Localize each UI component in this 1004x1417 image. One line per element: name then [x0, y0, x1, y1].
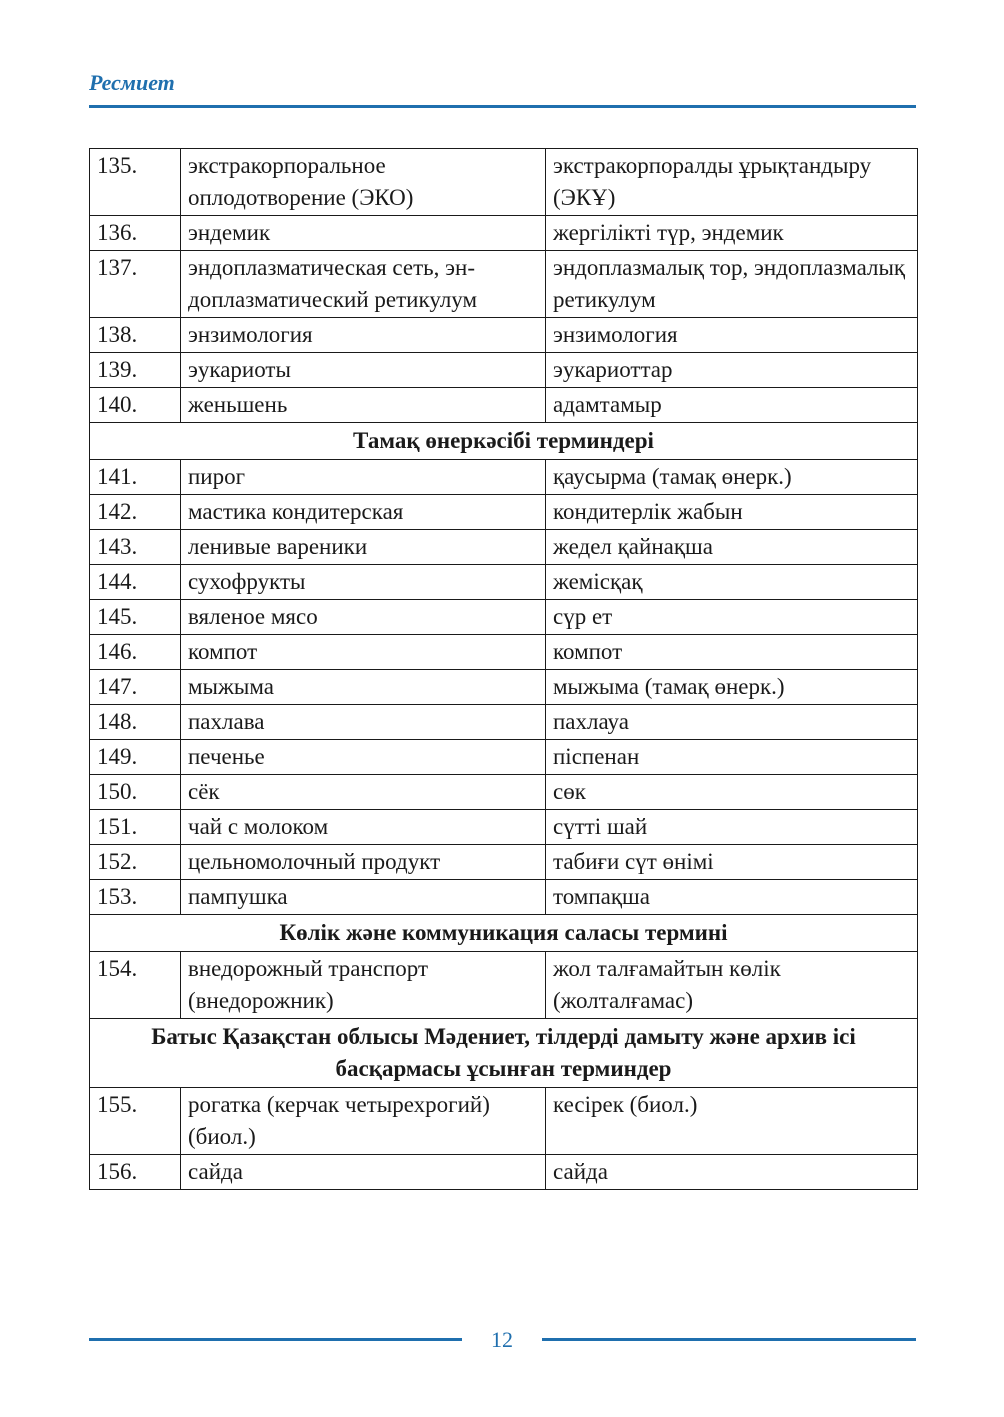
term-kazakh: жедел қайнақша — [546, 530, 918, 565]
term-number: 149. — [90, 740, 181, 775]
section-heading-row — [90, 423, 918, 460]
table-row — [90, 495, 918, 530]
term-russian: женьшень — [181, 388, 546, 423]
term-russian: мастика кондитерская — [181, 495, 546, 530]
table-row — [90, 353, 918, 388]
term-russian: сайда — [181, 1155, 546, 1190]
term-number: 141. — [90, 460, 181, 495]
header-rule — [89, 105, 916, 108]
term-russian: печенье — [181, 740, 546, 775]
term-russian: цельномолочный продукт — [181, 845, 546, 880]
term-kazakh: сүтті шай — [546, 810, 918, 845]
term-number: 136. — [90, 216, 181, 251]
term-kazakh: жол талғамайтын көлік (жолталғамас) — [546, 952, 918, 1019]
table-row — [90, 318, 918, 353]
term-number: 142. — [90, 495, 181, 530]
term-russian: сёк — [181, 775, 546, 810]
term-kazakh: эндоплазмалық тор, эндоплазмалық ретикулум — [546, 251, 918, 318]
term-kazakh: адамтамыр — [546, 388, 918, 423]
table-row — [90, 460, 918, 495]
term-kazakh: кондитерлік жабын — [546, 495, 918, 530]
section-heading: Батыс Қазақстан облысы Мәдениет, тілдерді дамыту және архив ісі басқармасы ұсынған терминдер — [90, 1019, 918, 1088]
term-russian: сухофрукты — [181, 565, 546, 600]
table-row — [90, 705, 918, 740]
term-kazakh: компот — [546, 635, 918, 670]
table-row — [90, 388, 918, 423]
term-kazakh: піспенан — [546, 740, 918, 775]
table-row — [90, 952, 918, 1019]
page-number: 12 — [491, 1327, 513, 1352]
term-russian: эндоплазматическая сеть, эн-доплазматический ретикулум — [181, 251, 546, 318]
term-kazakh: пахлауа — [546, 705, 918, 740]
term-russian: пирог — [181, 460, 546, 495]
table-row — [90, 845, 918, 880]
term-number: 138. — [90, 318, 181, 353]
section-heading-row — [90, 915, 918, 952]
term-number: 151. — [90, 810, 181, 845]
term-kazakh: сайда — [546, 1155, 918, 1190]
section-heading-row — [90, 1019, 918, 1088]
term-russian: экстракорпоральное оплодотворение (ЭКО) — [181, 149, 546, 216]
table-row — [90, 1155, 918, 1190]
term-russian: энзимология — [181, 318, 546, 353]
terms-table — [89, 148, 918, 1190]
term-number: 146. — [90, 635, 181, 670]
table-row — [90, 775, 918, 810]
term-russian: эукариоты — [181, 353, 546, 388]
section-heading: Көлік және коммуникация саласы термині — [90, 915, 918, 952]
term-number: 154. — [90, 952, 181, 1019]
table-row — [90, 740, 918, 775]
term-kazakh: сүр ет — [546, 600, 918, 635]
term-kazakh: қаусырма (тамақ өнерк.) — [546, 460, 918, 495]
running-header-title: Ресмиет — [89, 70, 175, 95]
table-row — [90, 251, 918, 318]
term-number: 143. — [90, 530, 181, 565]
term-russian: внедорожный транспорт (внедорожник) — [181, 952, 546, 1019]
table-row — [90, 880, 918, 915]
table-row — [90, 600, 918, 635]
term-kazakh: эукариоттар — [546, 353, 918, 388]
term-russian: компот — [181, 635, 546, 670]
term-russian: пахлава — [181, 705, 546, 740]
table-row — [90, 149, 918, 216]
term-russian: ленивые вареники — [181, 530, 546, 565]
term-kazakh: жемісқақ — [546, 565, 918, 600]
term-number: 148. — [90, 705, 181, 740]
term-kazakh: мыжыма (тамақ өнерк.) — [546, 670, 918, 705]
term-number: 139. — [90, 353, 181, 388]
table-row — [90, 635, 918, 670]
term-kazakh: экстракорпоралды ұрықтандыру (ЭКҰ) — [546, 149, 918, 216]
term-kazakh: томпақша — [546, 880, 918, 915]
term-kazakh: сөк — [546, 775, 918, 810]
table-row — [90, 216, 918, 251]
term-russian: рогатка (керчак четырехрогий) (биол.) — [181, 1088, 546, 1155]
term-number: 144. — [90, 565, 181, 600]
term-russian: мыжыма — [181, 670, 546, 705]
term-number: 140. — [90, 388, 181, 423]
term-number: 145. — [90, 600, 181, 635]
table-row — [90, 670, 918, 705]
term-kazakh: кесірек (биол.) — [546, 1088, 918, 1155]
table-row — [90, 1088, 918, 1155]
term-kazakh: жергілікті түр, эндемик — [546, 216, 918, 251]
term-number: 156. — [90, 1155, 181, 1190]
term-number: 135. — [90, 149, 181, 216]
term-russian: эндемик — [181, 216, 546, 251]
term-russian: пампушка — [181, 880, 546, 915]
term-russian: чай с молоком — [181, 810, 546, 845]
table-row — [90, 530, 918, 565]
section-heading: Тамақ өнеркәсібі терминдері — [90, 423, 918, 460]
table-row — [90, 810, 918, 845]
footer-rule-left — [89, 1338, 462, 1341]
term-russian: вяленое мясо — [181, 600, 546, 635]
term-number: 153. — [90, 880, 181, 915]
term-number: 150. — [90, 775, 181, 810]
term-kazakh: энзимология — [546, 318, 918, 353]
term-number: 155. — [90, 1088, 181, 1155]
footer-rule-right — [542, 1338, 916, 1341]
table-row — [90, 565, 918, 600]
term-number: 137. — [90, 251, 181, 318]
term-kazakh: табиғи сүт өнімі — [546, 845, 918, 880]
term-number: 147. — [90, 670, 181, 705]
term-number: 152. — [90, 845, 181, 880]
